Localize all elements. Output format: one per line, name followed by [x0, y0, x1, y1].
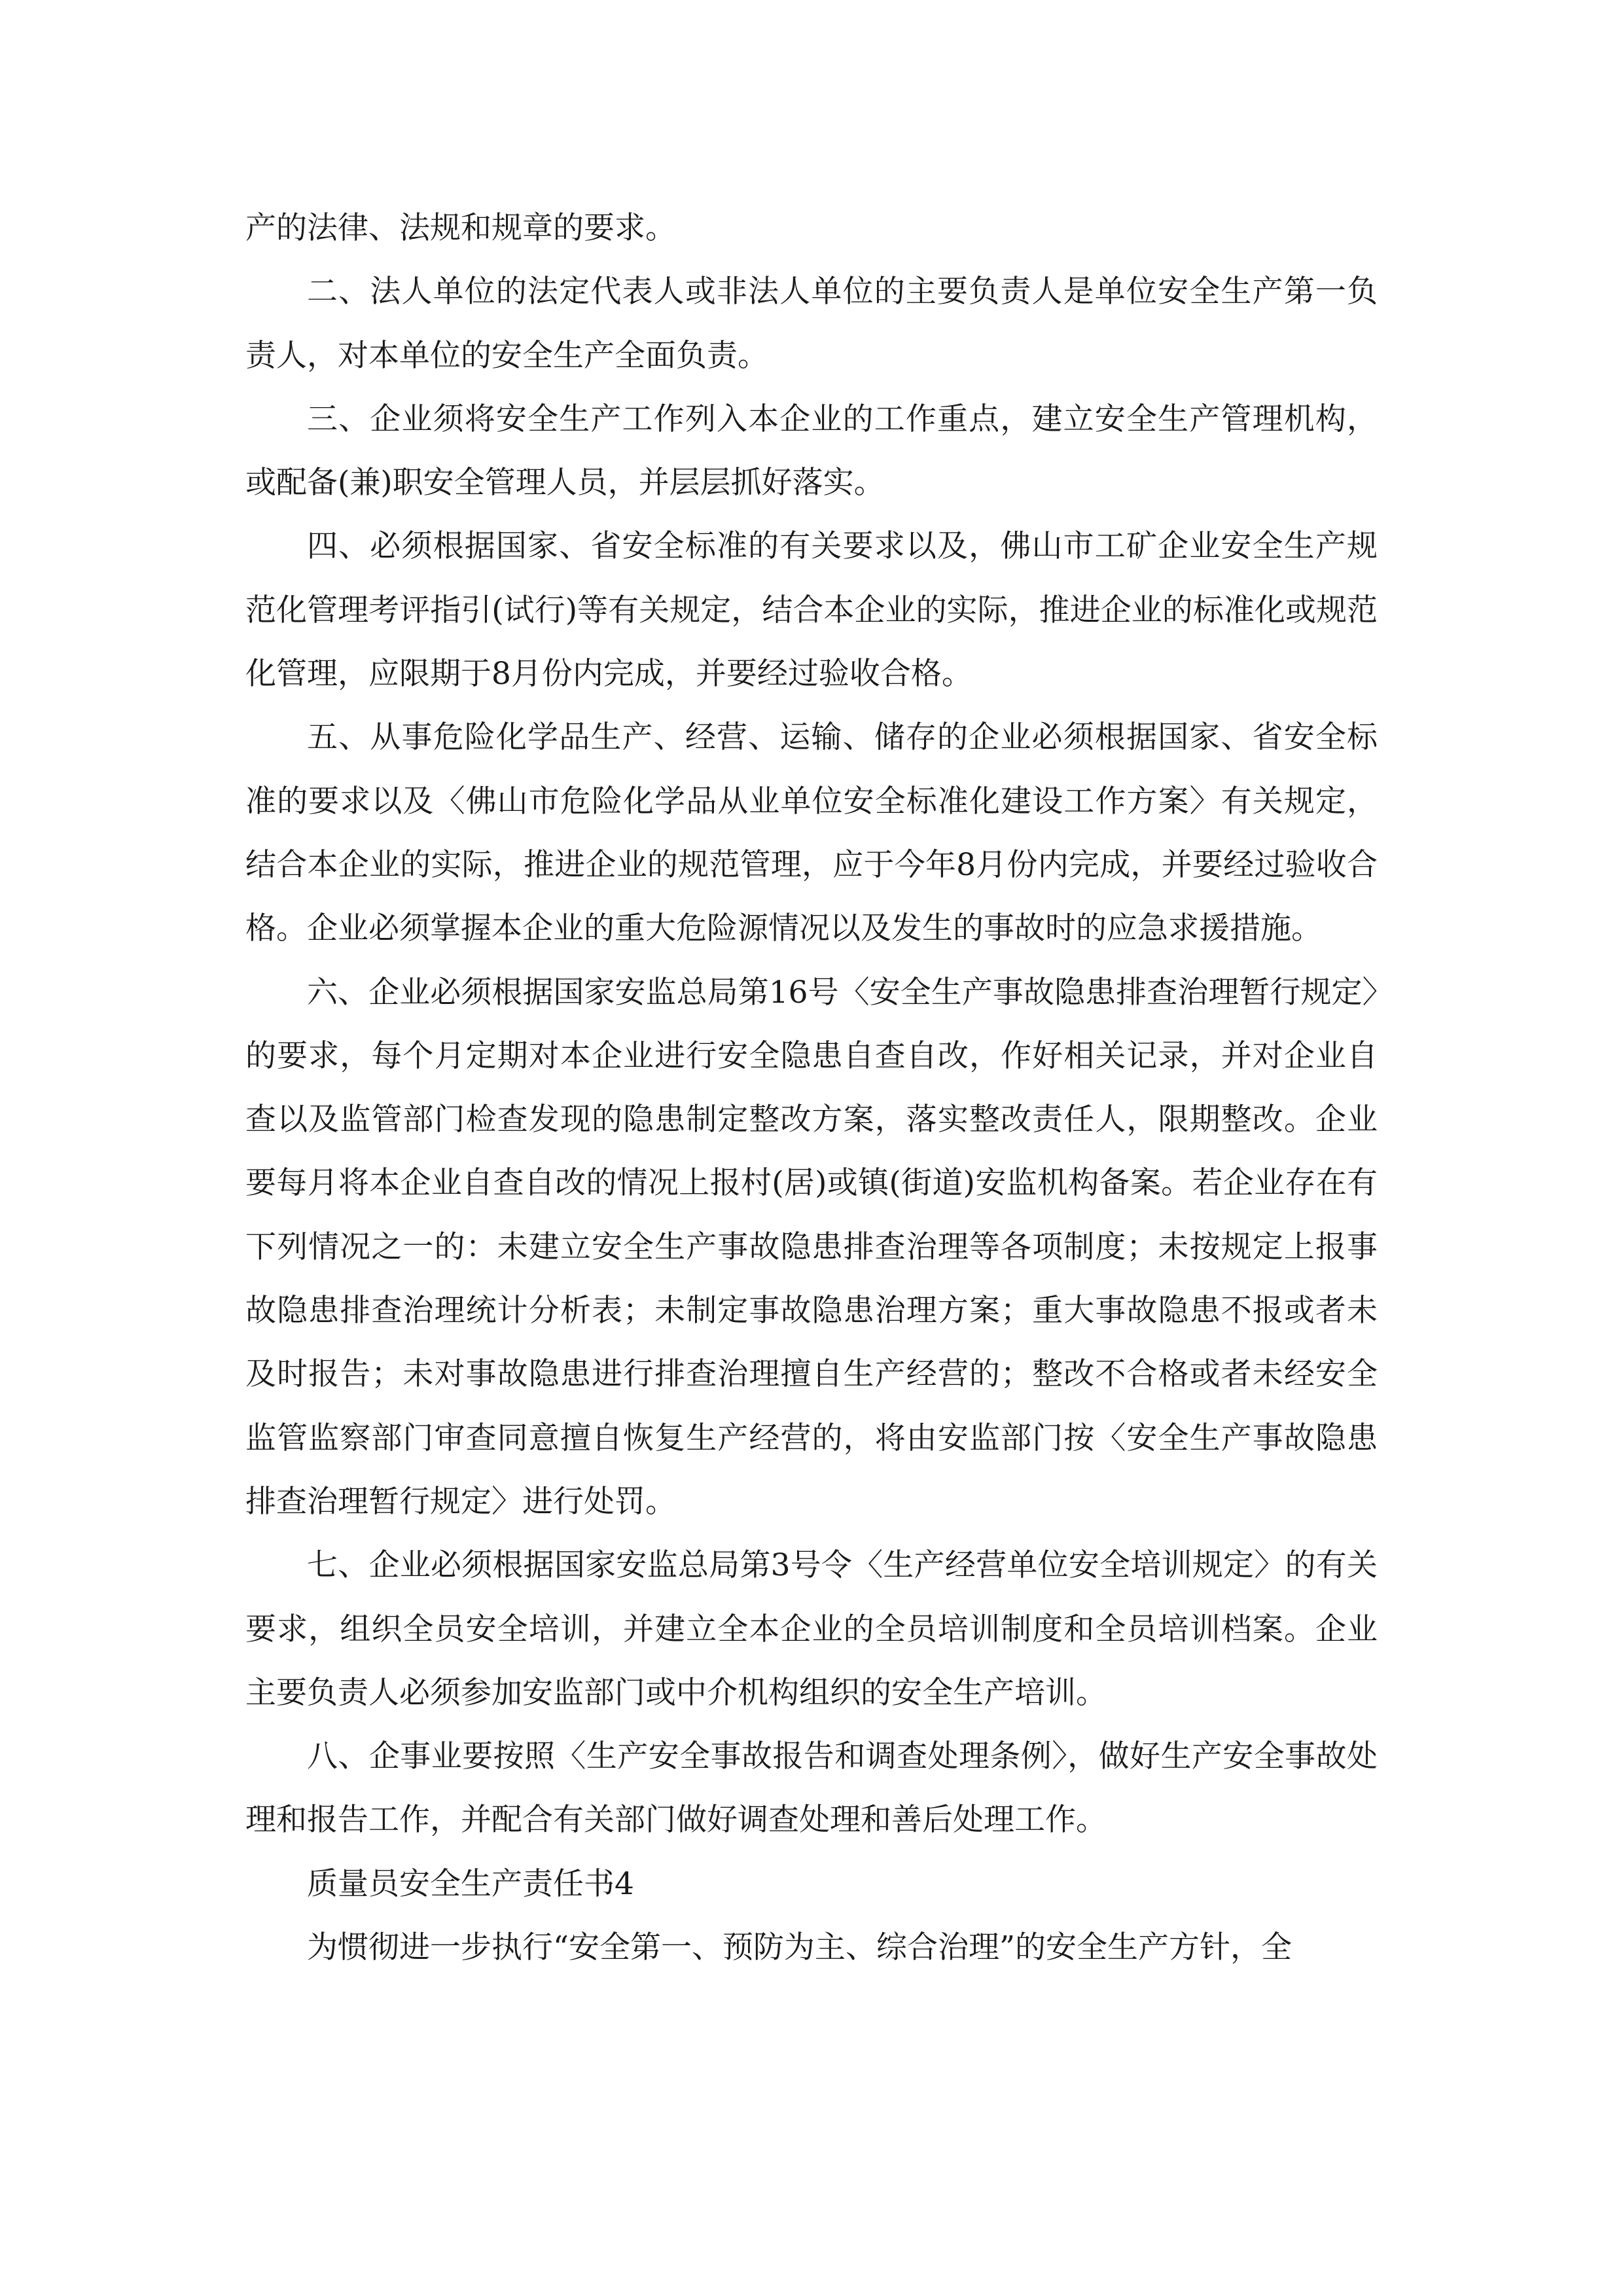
paragraph-clause-7: 七、企业必须根据国家安监总局第3号令〈生产经营单位安全培训规定〉的有关要求，组织全员安全培训，并建立全本企业的全员培训制度和全员培训档案。企业主要负责人必须参加安监部门或中介机构组织的安全生产培训。	[245, 1547, 1378, 1711]
document-body	[245, 196, 1378, 1979]
paragraph-intro: 为惯彻进一步执行“安全第一、预防为主、综合治理”的安全生产方针，全	[307, 1929, 1293, 1966]
paragraph-clause-2: 二、法人单位的法定代表人或非法人单位的主要负责人是单位安全生产第一负责人，对本单位的安全生产全面负责。	[245, 274, 1378, 374]
paragraph-clause-6: 六、企业必须根据国家安监总局第16号〈安全生产事故隐患排查治理暂行规定〉的要求，每个月定期对本企业进行安全隐患自查自改，作好相关记录，并对企业自查以及监管部门检查发现的隐患制定整改方案，落实整改责任人，限期整改。企业要每月将本企业自查自改的情况上报村(居)或镇(街道)安监机构备案。若企业存在有下列情况之一的：未建立安全生产事故隐患排查治理等各项制度；未按规定上报事故隐患排查治理统计分析表；未制定事故隐患治理方案；重大事故隐患不报或者未及时报告；未对事故隐患进行排查治理擅自生产经营的；整改不合格或者未经安全监管监察部门审查同意擅自恢复生产经营的，将由安监部门按〈安全生产事故隐患排查治理暂行规定〉进行处罚。	[245, 974, 1378, 1520]
section-title: 质量员安全生产责任书4	[307, 1865, 634, 1902]
paragraph-clause-8: 八、企事业要按照〈生产安全事故报告和调查处理条例〉，做好生产安全事故处理和报告工作，并配合有关部门做好调查处理和善后处理工作。	[245, 1738, 1378, 1839]
paragraph-clause-4: 四、必须根据国家、省安全标准的有关要求以及，佛山市工矿企业安全生产规范化管理考评指引(试行)等有关规定，结合本企业的实际，推进企业的标准化或规范化管理，应限期于8月份内完成，并要经过验收合格。	[245, 528, 1378, 692]
paragraph-clause-3: 三、企业须将安全生产工作列入本企业的工作重点，建立安全生产管理机构，或配备(兼)职安全管理人员，并层层抓好落实。	[245, 401, 1378, 501]
paragraph-clause-5: 五、从事危险化学品生产、经营、运输、储存的企业必须根据国家、省安全标准的要求以及〈佛山市危险化学品从业单位安全标准化建设工作方案〉有关规定，结合本企业的实际，推进企业的规范管理，应于今年8月份内完成，并要经过验收合格。企业必须掌握本企业的重大危险源情况以及发生的事故时的应急求援措施。	[245, 719, 1378, 947]
paragraph-continuation: 产的法律、法规和规章的要求。	[245, 210, 676, 246]
